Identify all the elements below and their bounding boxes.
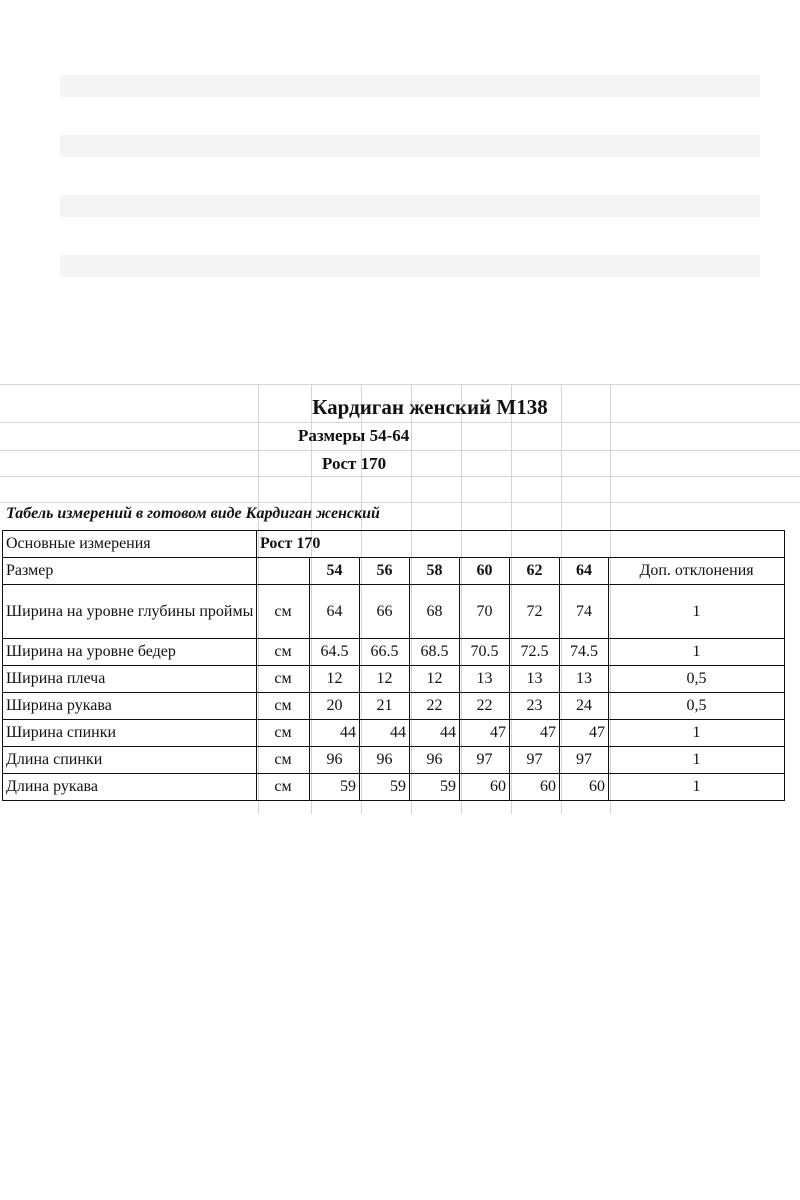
row-value: 13 xyxy=(560,666,609,693)
row-value: 70.5 xyxy=(460,639,510,666)
row-value: 13 xyxy=(510,666,560,693)
row-value: 59 xyxy=(310,774,360,801)
gridline xyxy=(0,502,800,503)
header-row-main xyxy=(3,531,785,558)
row-value: 12 xyxy=(360,666,410,693)
row-value: 64.5 xyxy=(310,639,360,666)
row-tolerance: 1 xyxy=(609,747,785,774)
row-value: 70 xyxy=(460,585,510,639)
row-unit: см xyxy=(257,693,310,720)
size-header: 56 xyxy=(360,558,410,585)
row-value: 59 xyxy=(410,774,460,801)
table-row xyxy=(3,639,785,666)
row-tolerance: 1 xyxy=(609,774,785,801)
size-header: 64 xyxy=(560,558,609,585)
gridline xyxy=(0,476,800,477)
bleed-through-ghost xyxy=(60,75,760,345)
row-value: 60 xyxy=(560,774,609,801)
row-tolerance: 1 xyxy=(609,720,785,747)
row-value: 23 xyxy=(510,693,560,720)
measurements-table xyxy=(2,530,785,801)
row-value: 74 xyxy=(560,585,609,639)
header-row-sizes xyxy=(3,558,785,585)
row-value: 74.5 xyxy=(560,639,609,666)
row-unit: см xyxy=(257,720,310,747)
row-tolerance: 0,5 xyxy=(609,693,785,720)
row-value: 22 xyxy=(460,693,510,720)
row-value: 66.5 xyxy=(360,639,410,666)
size-header: 54 xyxy=(310,558,360,585)
row-unit: см xyxy=(257,747,310,774)
header-main-label: Основные измерения xyxy=(3,531,257,558)
row-value: 97 xyxy=(560,747,609,774)
size-header: 58 xyxy=(410,558,460,585)
document-title: Кардиган женский М138 xyxy=(312,395,548,419)
row-value: 66 xyxy=(360,585,410,639)
row-value: 12 xyxy=(310,666,360,693)
header-height-group: Рост 170 xyxy=(257,531,785,558)
row-value: 44 xyxy=(310,720,360,747)
table-row xyxy=(3,720,785,747)
row-name: Ширина рукава xyxy=(3,693,257,720)
header-size-label: Размер xyxy=(3,558,257,585)
size-header: 60 xyxy=(460,558,510,585)
row-value: 47 xyxy=(510,720,560,747)
row-name: Ширина спинки xyxy=(3,720,257,747)
row-unit: см xyxy=(257,774,310,801)
row-value: 21 xyxy=(360,693,410,720)
row-name: Ширина на уровне глубины проймы xyxy=(3,585,257,639)
size-header: 62 xyxy=(510,558,560,585)
gridline xyxy=(0,450,800,451)
header-unit-blank xyxy=(257,558,310,585)
row-value: 24 xyxy=(560,693,609,720)
gridline xyxy=(0,384,800,385)
row-value: 13 xyxy=(460,666,510,693)
row-value: 20 xyxy=(310,693,360,720)
row-unit: см xyxy=(257,639,310,666)
row-value: 47 xyxy=(460,720,510,747)
row-name: Длина спинки xyxy=(3,747,257,774)
row-unit: см xyxy=(257,666,310,693)
row-value: 64 xyxy=(310,585,360,639)
row-unit: см xyxy=(257,585,310,639)
row-value: 44 xyxy=(360,720,410,747)
row-value: 68 xyxy=(410,585,460,639)
row-value: 60 xyxy=(460,774,510,801)
row-value: 72.5 xyxy=(510,639,560,666)
row-tolerance: 1 xyxy=(609,639,785,666)
row-value: 47 xyxy=(560,720,609,747)
table-row xyxy=(3,585,785,639)
table-row xyxy=(3,666,785,693)
sizes-line: Размеры 54-64 xyxy=(298,426,410,445)
row-value: 44 xyxy=(410,720,460,747)
tolerance-header: Доп. отклонения xyxy=(609,558,785,585)
table-row xyxy=(3,747,785,774)
row-value: 97 xyxy=(510,747,560,774)
table-caption: Табель измерений в готовом виде Кардиган женский xyxy=(6,505,380,522)
row-tolerance: 0,5 xyxy=(609,666,785,693)
table-row xyxy=(3,774,785,801)
row-value: 22 xyxy=(410,693,460,720)
row-value: 60 xyxy=(510,774,560,801)
row-tolerance: 1 xyxy=(609,585,785,639)
row-name: Длина рукава xyxy=(3,774,257,801)
row-value: 96 xyxy=(360,747,410,774)
row-value: 96 xyxy=(310,747,360,774)
row-value: 12 xyxy=(410,666,460,693)
row-name: Ширина плеча xyxy=(3,666,257,693)
table-row xyxy=(3,693,785,720)
gridline xyxy=(0,422,800,423)
height-line: Рост 170 xyxy=(322,454,387,473)
row-value: 96 xyxy=(410,747,460,774)
row-value: 68.5 xyxy=(410,639,460,666)
row-value: 72 xyxy=(510,585,560,639)
row-name: Ширина на уровне бедер xyxy=(3,639,257,666)
row-value: 97 xyxy=(460,747,510,774)
row-value: 59 xyxy=(360,774,410,801)
